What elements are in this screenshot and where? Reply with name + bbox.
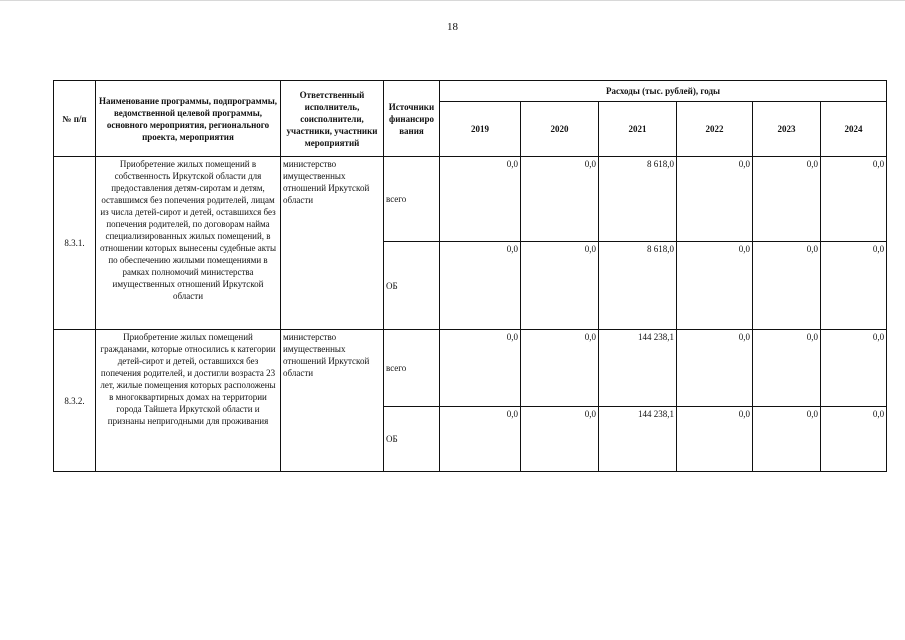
- row-value: 0,0: [821, 157, 887, 242]
- row-source: ОБ: [384, 407, 440, 472]
- row-value: 0,0: [753, 407, 821, 472]
- row-value: 0,0: [677, 242, 753, 330]
- header-year: 2021: [599, 102, 677, 157]
- row-value: 0,0: [753, 157, 821, 242]
- row-value: 8 618,0: [599, 157, 677, 242]
- header-expenses: Расходы (тыс. рублей), годы: [440, 81, 887, 102]
- row-value: 0,0: [821, 407, 887, 472]
- row-source: всего: [384, 330, 440, 407]
- row-name: Приобретение жилых помещений гражданами, которые относились к категории детей-сирот и детей, оставшихся без попечения родителей, и достигли возраста 23 лет, жилые помещения которых расположены в многоквартирных домах на территории города Тайшета Иркутской области и признаны непригодными для проживания: [96, 330, 281, 472]
- header-sources: Источники финансиро вания: [384, 81, 440, 157]
- row-source: всего: [384, 157, 440, 242]
- page-top-border: [0, 0, 905, 1]
- row-value: 0,0: [753, 330, 821, 407]
- page-number: 18: [447, 21, 458, 33]
- header-responsible: Ответственный исполнитель, соисполнители, участники, участники мероприятий: [281, 81, 384, 157]
- header-year: 2022: [677, 102, 753, 157]
- header-year: 2023: [753, 102, 821, 157]
- row-responsible: министерство имущественных отношений Иркутской области: [281, 330, 384, 472]
- row-value: 0,0: [521, 157, 599, 242]
- header-year: 2019: [440, 102, 521, 157]
- row-value: 0,0: [677, 330, 753, 407]
- header-year: 2024: [821, 102, 887, 157]
- header-year: 2020: [521, 102, 599, 157]
- header-name: Наименование программы, подпрограммы, ведомственной целевой программы, основного мероприятия, регионального проекта, мероприятия: [96, 81, 281, 157]
- header-row: [54, 81, 887, 102]
- header-num: № п/п: [54, 81, 96, 157]
- row-value: 0,0: [521, 242, 599, 330]
- row-value: 144 238,1: [599, 330, 677, 407]
- row-number: 8.3.2.: [54, 330, 96, 472]
- row-name: Приобретение жилых помещений в собственность Иркутской области для предоставления детям-сиротам и детям, оставшимся без попечения родителей, лицам из числа детей-сирот и детей, оставшихся без попечения родителей, по договорам найма специализированных жилых помещений, в отношении которых вынесены судебные акты по обеспечению жилыми помещениями в рамках полномочий министерства имущественных отношений Иркутской области: [96, 157, 281, 330]
- row-value: 0,0: [821, 242, 887, 330]
- row-value: 8 618,0: [599, 242, 677, 330]
- row-source: ОБ: [384, 242, 440, 330]
- table-row: [54, 330, 887, 407]
- row-value: 0,0: [440, 242, 521, 330]
- row-value: 144 238,1: [599, 407, 677, 472]
- row-value: 0,0: [753, 242, 821, 330]
- budget-table: [53, 80, 887, 472]
- row-value: 0,0: [440, 407, 521, 472]
- row-value: 0,0: [521, 407, 599, 472]
- row-value: 0,0: [440, 157, 521, 242]
- row-value: 0,0: [821, 330, 887, 407]
- table-row: [54, 157, 887, 242]
- row-value: 0,0: [677, 407, 753, 472]
- row-responsible: министерство имущественных отношений Иркутской области: [281, 157, 384, 330]
- row-value: 0,0: [521, 330, 599, 407]
- row-number: 8.3.1.: [54, 157, 96, 330]
- row-value: 0,0: [677, 157, 753, 242]
- row-value: 0,0: [440, 330, 521, 407]
